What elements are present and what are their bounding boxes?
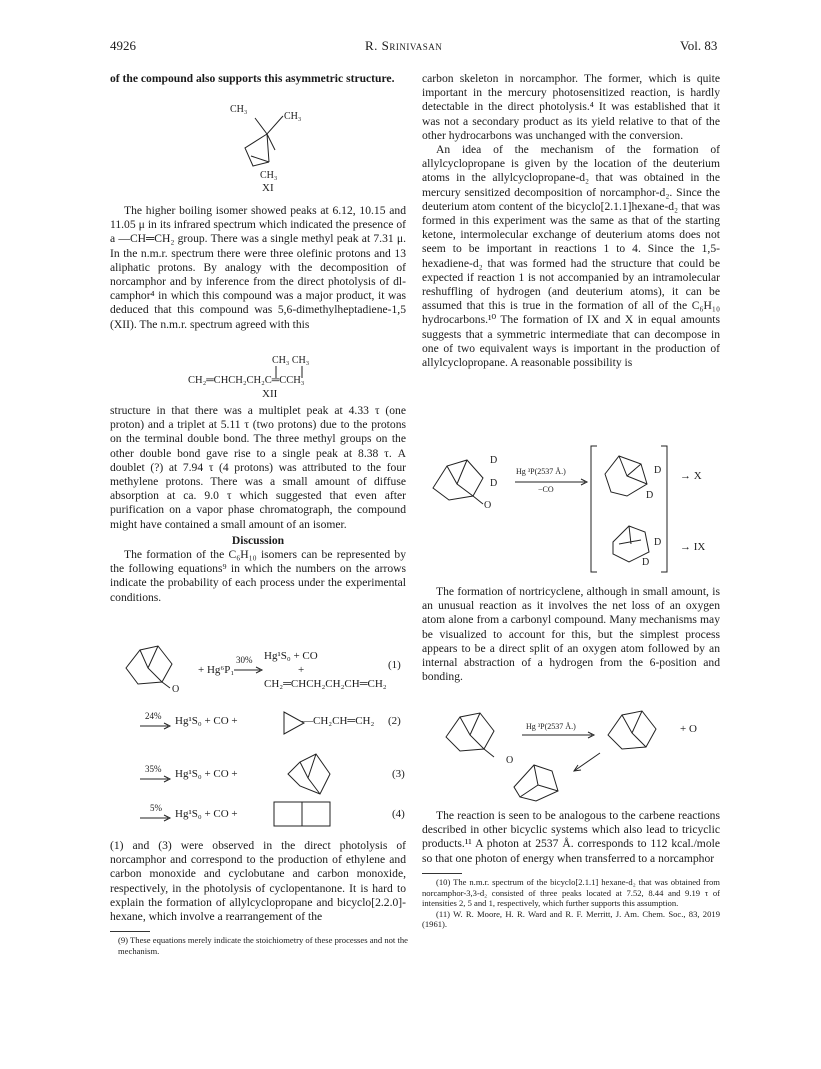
xi-ch3-bottom: CH₃: [260, 170, 278, 181]
scheme1-d4: D: [646, 490, 654, 501]
left-body-1: [110, 204, 406, 332]
footnote-rule-left: [110, 931, 150, 932]
xii-label: XII: [262, 388, 278, 400]
volume-label: Vol. 83: [680, 38, 718, 53]
scheme1-d1: D: [490, 455, 498, 466]
xii-formula: CH₂═CHCH₂CH₂C═CCH₃: [188, 375, 305, 386]
scheme1-ix: → IX: [680, 541, 706, 553]
eq3-arrow: [140, 775, 172, 783]
eq4-number: (4): [392, 808, 405, 820]
left-body-2: [110, 404, 406, 605]
xi-ch3-right: CH₃: [284, 111, 302, 122]
eq1-oxygen: O: [172, 684, 180, 695]
eq4-text: Hg¹S₀ + CO +: [175, 808, 238, 820]
scheme1-o: O: [484, 500, 492, 511]
running-author: R. Srinivasan: [365, 38, 443, 53]
right-body-2: [422, 585, 720, 684]
eq4-bicyclo220: [272, 800, 334, 830]
scheme2-plus-o: + O: [680, 723, 697, 735]
carbon-skeleton-paragraph: carbon skeleton in norcamphor. The former, which is quite important in the mercury photosensitized reaction, is hardly detectable in the direct photolysis.⁴ It was established that it was not a secondary product as its yield relative to that of the other hydrocarbons was unchanged with the conversion.: [422, 72, 720, 142]
mechanism-paragraph: An idea of the mechanism of the formation of allylcyclopropane is given by the location of the deuterium atoms in the allylcyclopropane-d₂ that was obtained in the mercury sensitized decomposition of norcamphor-d₂. Since the deuterium atom content of the bicyclo[2.1.1]hexane-d₂ that was formed in this experiment was the same as that of the starting ketone, intermolecular exchange of deuterium atoms does not seem to be important in reactions 1 to 4. Since the 1,5-hexadiene-d₂ that was formed had the structure that could be expected if reaction 1 is not accompanied by an intramolecular reshuffling of hydrogen (and deuterium atoms), it can be assumed that this is true in the formation of all of the C₆H₁₀ hydrocarbons.¹⁰ The formation of IX and X in equal amounts suggests that a symmetric intermediate that can decompose in one of two equivalent ways is important in the production of allylcyclopropane. A reasonable possibility is: [422, 143, 720, 370]
eq1-arrow: [234, 666, 264, 674]
eq3-pct: 35%: [145, 764, 162, 774]
eq2-number: (2): [388, 715, 401, 727]
discussion-heading: Discussion: [231, 533, 285, 547]
footnote-11: (11) W. R. Moore, H. R. Ward and R. F. Merritt, J. Am. Chem. Soc., 83, 2019 (1961).: [422, 908, 720, 929]
eq1-number: (1): [388, 659, 401, 671]
eq1-pct: 30%: [236, 655, 253, 665]
mechanism-scheme: [425, 440, 725, 580]
scheme2-arrow-top: Hg ³P(2537 Å.): [526, 722, 576, 731]
left-body-3: [110, 839, 406, 924]
eq1-reactant: + Hg⁶P₁: [198, 664, 235, 676]
scheme1-d6: D: [642, 557, 650, 568]
eq2-arrow: [140, 722, 172, 730]
scheme1-d5: D: [654, 537, 662, 548]
carbene-paragraph: The reaction is seen to be analogous to the carbene reactions described in other bicyclic systems which also lead to tricyclic products.¹¹ A photon at 2537 Å. corresponds to 112 kcal./mole so that one photon of energy when transferred to a norcamphor: [422, 809, 720, 865]
eq1-prod-bottom: CH₂═CHCH₂CH₂CH═CH₂: [264, 678, 387, 690]
scheme1-x: → X: [680, 470, 702, 482]
footnote-9: (9) These equations merely indicate the stoichiometry of these processes and not the mechanism.: [118, 935, 408, 956]
eq1-plus: +: [298, 664, 305, 676]
nortricyclene-paragraph: The formation of nortricyclene, although in small amount, is an unusual reaction as it involves the net loss of an oxygen atom alone from a carbonyl compound. Many mechanisms may be visualized to account for this, but the simplest process appears to be a direct split of an oxygen atom followed by an internal abstraction of a hydrogen from the 6-position and bonding.: [422, 585, 720, 684]
eq4-pct: 5%: [150, 803, 162, 813]
eq2-text: Hg¹S₀ + CO +: [175, 715, 238, 727]
footnotes-right: [422, 877, 720, 930]
scheme1-arrow-bottom: −CO: [538, 485, 554, 494]
intro-paragraph: of the compound also supports this asymmetric structure.: [110, 72, 395, 85]
footnote-rule-right: [422, 873, 462, 874]
xii-methyls: CH₃ CH₃: [272, 355, 310, 366]
eq2-tail: —CH₂CH═CH₂: [302, 715, 375, 727]
eq3-text: Hg¹S₀ + CO +: [175, 768, 238, 780]
left-intro: [110, 72, 406, 86]
structure-paragraph: structure in that there was a multiplet peak at 4.33 τ (one proton) and a triplet at 5.11 τ (two protons) due to the protons on the terminal double bond. The three methyl groups on the other double bond gave rise to a single peak at 8.38 τ. A doublet (?) at 7.94 τ (4 protons) was attributed to the four methylene protons. There was a small amount of diffuse absorption at ca. 9.0 τ which suggested that even after purification on a vapor phase chromatograph, the compound might have contained a small amount of an isomer.: [110, 404, 406, 531]
eq1-prod-top: Hg¹S₀ + CO: [264, 650, 318, 662]
right-body-1: [422, 72, 720, 370]
scheme1-arrow-top: Hg ³P(2537 Å.): [516, 467, 566, 476]
eq3-number: (3): [392, 768, 405, 780]
observation-paragraph: (1) and (3) were observed in the direct photolysis of norcamphor and correspond to the production of ethylene and carbon monoxide and cyclobutane and carbon monoxide, respectively, in the photolysis of cyclopentanone. It is hard to explain the formation of allylcyclopropane and bicyclo[2.2.0]-hexane, which involve a rearrangement of the: [110, 839, 406, 924]
eq4-arrow: [140, 814, 172, 822]
nortricyclene-scheme: [440, 705, 710, 805]
higher-boiling-paragraph: The higher boiling isomer showed peaks at 6.12, 10.15 and 11.05 μ in its infrared spectrum which indicated the presence of a —CH═CH₂ group. There was a single methyl peak at 7.31 μ. In the n.m.r. spectrum there were three olefinic protons and 13 aliphatic protons. By analogy with the decomposition of norcamphor and by inference from the direct photolysis of dl-camphor⁴ in which this compound was a major product, it was deduced that this compound was 5,6-dimethylheptadiene-1,5 (XII). The n.m.r. spectrum agreed with this: [110, 204, 406, 331]
eq2-pct: 24%: [145, 711, 162, 721]
scheme1-d3: D: [654, 465, 662, 476]
scheme1-d2: D: [490, 478, 498, 489]
footnote-10: (10) The n.m.r. spectrum of the bicyclo[2.1.1] hexane-d₂ that was obtained from norcamphor-3,3-d₂ consisted of three peaks located at 7.52, 8.44 and 9.19 τ of intensities 2, 5 and 1, respectively, which further supports this assumption.: [422, 877, 720, 908]
discussion-paragraph: The formation of the C₆H₁₀ isomers can be represented by the following equations⁹ in which the numbers on the arrows indicate the probability of each process under the experimental conditions.: [110, 548, 406, 604]
scheme2-o: O: [506, 755, 514, 766]
eq3-bicyclohexane: [282, 748, 334, 798]
xi-ch3-left: CH₃: [230, 104, 248, 115]
right-body-3: [422, 809, 720, 866]
page-number: 4926: [110, 38, 136, 53]
xi-label: XI: [262, 182, 274, 194]
